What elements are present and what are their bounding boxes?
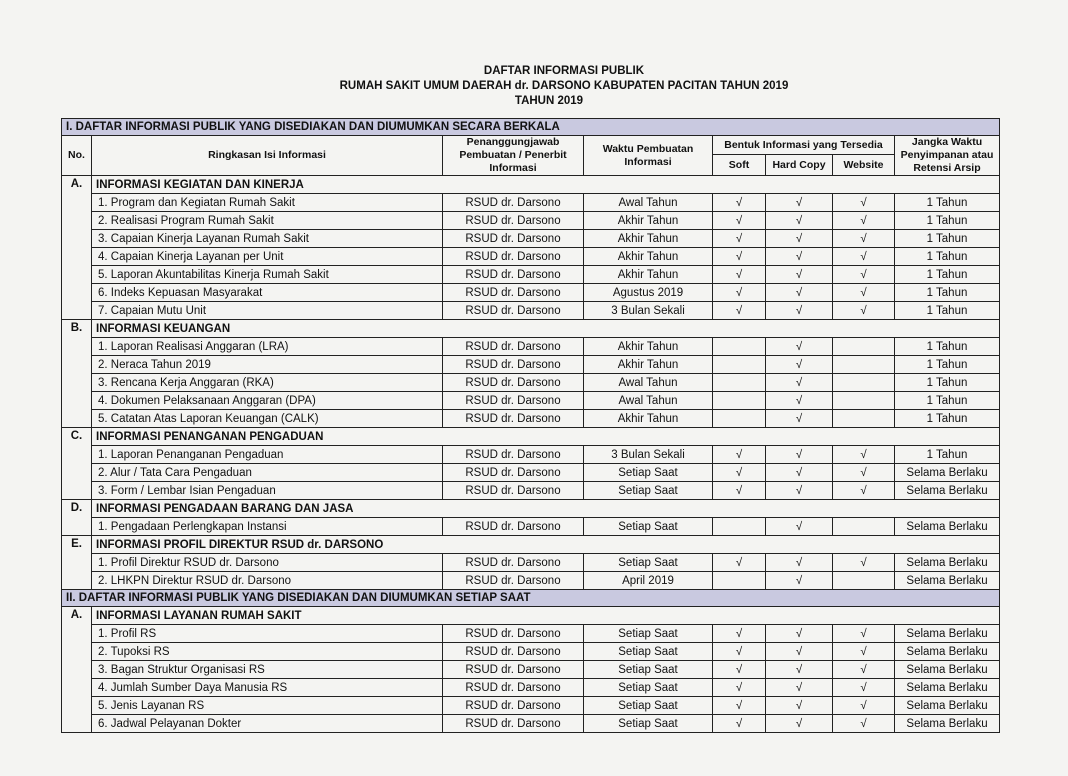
item-description: 3. Form / Lembar Isian Pengaduan [92, 482, 443, 500]
creation-time: Akhir Tahun [584, 356, 713, 374]
table-row [62, 679, 1000, 697]
table-row [62, 446, 1000, 464]
responsible-party: RSUD dr. Darsono [443, 392, 584, 410]
item-description: 6. Indeks Kepuasan Masyarakat [92, 284, 443, 302]
table-row [62, 284, 1000, 302]
retention-period: Selama Berlaku [895, 661, 1000, 679]
header-ringkasan: Ringkasan Isi Informasi [92, 136, 443, 176]
responsible-party: RSUD dr. Darsono [443, 446, 584, 464]
responsible-party: RSUD dr. Darsono [443, 464, 584, 482]
retention-period: Selama Berlaku [895, 518, 1000, 536]
section-title: I. DAFTAR INFORMASI PUBLIK YANG DISEDIAKAN DAN DIUMUMKAN SECARA BERKALA [62, 119, 1000, 136]
hard-copy-check: √ [766, 212, 833, 230]
website-check: √ [833, 464, 895, 482]
creation-time: Setiap Saat [584, 697, 713, 715]
soft-check: √ [713, 248, 766, 266]
retention-period: 1 Tahun [895, 302, 1000, 320]
responsible-party: RSUD dr. Darsono [443, 518, 584, 536]
website-check: √ [833, 194, 895, 212]
website-check: √ [833, 446, 895, 464]
retention-period: 1 Tahun [895, 338, 1000, 356]
hard-copy-check: √ [766, 572, 833, 590]
table-row [62, 194, 1000, 212]
item-description: 1. Laporan Realisasi Anggaran (LRA) [92, 338, 443, 356]
creation-time: Setiap Saat [584, 643, 713, 661]
item-description: 4. Jumlah Sumber Daya Manusia RS [92, 679, 443, 697]
responsible-party: RSUD dr. Darsono [443, 410, 584, 428]
item-description: 1. Laporan Penanganan Pengaduan [92, 446, 443, 464]
responsible-party: RSUD dr. Darsono [443, 266, 584, 284]
item-description: 2. Neraca Tahun 2019 [92, 356, 443, 374]
soft-check: √ [713, 679, 766, 697]
item-description: 2. LHKPN Direktur RSUD dr. Darsono [92, 572, 443, 590]
column-header-row [62, 136, 1000, 155]
table-row [62, 643, 1000, 661]
group-header-row [62, 500, 1000, 518]
item-description: 1. Profil Direktur RSUD dr. Darsono [92, 554, 443, 572]
website-check: √ [833, 266, 895, 284]
retention-period: 1 Tahun [895, 194, 1000, 212]
hard-copy-check: √ [766, 356, 833, 374]
hard-copy-check: √ [766, 392, 833, 410]
retention-period: 1 Tahun [895, 356, 1000, 374]
responsible-party: RSUD dr. Darsono [443, 697, 584, 715]
table-row [62, 374, 1000, 392]
responsible-party: RSUD dr. Darsono [443, 572, 584, 590]
responsible-party: RSUD dr. Darsono [443, 338, 584, 356]
soft-check: √ [713, 266, 766, 284]
responsible-party: RSUD dr. Darsono [443, 302, 584, 320]
soft-check: √ [713, 482, 766, 500]
title-line-2: RUMAH SAKIT UMUM DAERAH dr. DARSONO KABUPATEN PACITAN TAHUN 2019 [339, 80, 789, 92]
information-table [61, 118, 1000, 733]
soft-check: √ [713, 661, 766, 679]
website-check: √ [833, 679, 895, 697]
group-code: C. [62, 428, 92, 500]
responsible-party: RSUD dr. Darsono [443, 248, 584, 266]
table-row [62, 661, 1000, 679]
soft-check: √ [713, 643, 766, 661]
responsible-party: RSUD dr. Darsono [443, 374, 584, 392]
retention-period: 1 Tahun [895, 248, 1000, 266]
website-check [833, 572, 895, 590]
creation-time: Akhir Tahun [584, 212, 713, 230]
responsible-party: RSUD dr. Darsono [443, 679, 584, 697]
retention-period: Selama Berlaku [895, 697, 1000, 715]
hard-copy-check: √ [766, 482, 833, 500]
responsible-party: RSUD dr. Darsono [443, 625, 584, 643]
soft-check: √ [713, 464, 766, 482]
creation-time: April 2019 [584, 572, 713, 590]
title-line-1: DAFTAR INFORMASI PUBLIK [483, 65, 645, 77]
table-row [62, 302, 1000, 320]
hard-copy-check: √ [766, 446, 833, 464]
table-row [62, 212, 1000, 230]
website-check: √ [833, 661, 895, 679]
group-title: INFORMASI PENANGANAN PENGADUAN [92, 428, 1000, 446]
hard-copy-check: √ [766, 266, 833, 284]
header-website: Website [833, 155, 895, 176]
header-jangka: Jangka Waktu Penyimpanan atau Retensi Arsip [895, 136, 1000, 176]
soft-check [713, 338, 766, 356]
group-header-row [62, 176, 1000, 194]
soft-check [713, 572, 766, 590]
item-description: 5. Laporan Akuntabilitas Kinerja Rumah Sakit [92, 266, 443, 284]
table-row [62, 356, 1000, 374]
responsible-party: RSUD dr. Darsono [443, 356, 584, 374]
retention-period: 1 Tahun [895, 446, 1000, 464]
website-check [833, 410, 895, 428]
website-check: √ [833, 482, 895, 500]
retention-period: 1 Tahun [895, 212, 1000, 230]
creation-time: Setiap Saat [584, 464, 713, 482]
responsible-party: RSUD dr. Darsono [443, 212, 584, 230]
responsible-party: RSUD dr. Darsono [443, 661, 584, 679]
item-description: 1. Pengadaan Perlengkapan Instansi [92, 518, 443, 536]
website-check [833, 338, 895, 356]
website-check: √ [833, 625, 895, 643]
document-title [0, 64, 1068, 109]
group-code: B. [62, 320, 92, 428]
website-check: √ [833, 284, 895, 302]
group-header-row [62, 536, 1000, 554]
creation-time: Akhir Tahun [584, 248, 713, 266]
hard-copy-check: √ [766, 715, 833, 733]
retention-period: 1 Tahun [895, 374, 1000, 392]
hard-copy-check: √ [766, 643, 833, 661]
retention-period: Selama Berlaku [895, 464, 1000, 482]
website-check: √ [833, 230, 895, 248]
header-hard-copy: Hard Copy [766, 155, 833, 176]
retention-period: 1 Tahun [895, 410, 1000, 428]
table-row [62, 338, 1000, 356]
creation-time: 3 Bulan Sekali [584, 302, 713, 320]
hard-copy-check: √ [766, 284, 833, 302]
soft-check: √ [713, 697, 766, 715]
group-code: A. [62, 607, 92, 733]
table-row [62, 410, 1000, 428]
soft-check [713, 518, 766, 536]
responsible-party: RSUD dr. Darsono [443, 643, 584, 661]
soft-check: √ [713, 715, 766, 733]
table-row [62, 392, 1000, 410]
retention-period: 1 Tahun [895, 266, 1000, 284]
retention-period: Selama Berlaku [895, 643, 1000, 661]
responsible-party: RSUD dr. Darsono [443, 284, 584, 302]
soft-check: √ [713, 446, 766, 464]
group-code: A. [62, 176, 92, 320]
hard-copy-check: √ [766, 410, 833, 428]
retention-period: Selama Berlaku [895, 625, 1000, 643]
group-title: INFORMASI LAYANAN RUMAH SAKIT [92, 607, 1000, 625]
creation-time: Setiap Saat [584, 715, 713, 733]
retention-period: Selama Berlaku [895, 715, 1000, 733]
hard-copy-check: √ [766, 464, 833, 482]
hard-copy-check: √ [766, 697, 833, 715]
item-description: 6. Jadwal Pelayanan Dokter [92, 715, 443, 733]
table-row [62, 518, 1000, 536]
group-title: INFORMASI PENGADAAN BARANG DAN JASA [92, 500, 1000, 518]
item-description: 2. Realisasi Program Rumah Sakit [92, 212, 443, 230]
creation-time: Akhir Tahun [584, 338, 713, 356]
header-soft: Soft [713, 155, 766, 176]
website-check [833, 518, 895, 536]
table-row [62, 697, 1000, 715]
responsible-party: RSUD dr. Darsono [443, 554, 584, 572]
retention-period: Selama Berlaku [895, 554, 1000, 572]
website-check: √ [833, 248, 895, 266]
retention-period: 1 Tahun [895, 230, 1000, 248]
item-description: 7. Capaian Mutu Unit [92, 302, 443, 320]
item-description: 5. Catatan Atas Laporan Keuangan (CALK) [92, 410, 443, 428]
website-check: √ [833, 212, 895, 230]
website-check [833, 356, 895, 374]
header-no: No. [62, 136, 92, 176]
creation-time: Awal Tahun [584, 374, 713, 392]
soft-check: √ [713, 625, 766, 643]
hard-copy-check: √ [766, 338, 833, 356]
creation-time: Setiap Saat [584, 554, 713, 572]
creation-time: Awal Tahun [584, 194, 713, 212]
item-description: 3. Capaian Kinerja Layanan Rumah Sakit [92, 230, 443, 248]
website-check [833, 374, 895, 392]
item-description: 4. Capaian Kinerja Layanan per Unit [92, 248, 443, 266]
hard-copy-check: √ [766, 248, 833, 266]
group-code: D. [62, 500, 92, 536]
creation-time: Agustus 2019 [584, 284, 713, 302]
table-row [62, 230, 1000, 248]
soft-check [713, 392, 766, 410]
table-row [62, 482, 1000, 500]
table-row [62, 572, 1000, 590]
group-header-row [62, 320, 1000, 338]
title-line-3: TAHUN 2019 [514, 95, 584, 107]
header-bentuk: Bentuk Informasi yang Tersedia [713, 136, 895, 155]
table-row [62, 715, 1000, 733]
item-description: 3. Rencana Kerja Anggaran (RKA) [92, 374, 443, 392]
creation-time: Akhir Tahun [584, 266, 713, 284]
website-check [833, 392, 895, 410]
table-row [62, 464, 1000, 482]
item-description: 3. Bagan Struktur Organisasi RS [92, 661, 443, 679]
creation-time: Akhir Tahun [584, 230, 713, 248]
website-check: √ [833, 715, 895, 733]
responsible-party: RSUD dr. Darsono [443, 715, 584, 733]
item-description: 4. Dokumen Pelaksanaan Anggaran (DPA) [92, 392, 443, 410]
website-check: √ [833, 302, 895, 320]
hard-copy-check: √ [766, 679, 833, 697]
group-title: INFORMASI KEUANGAN [92, 320, 1000, 338]
retention-period: Selama Berlaku [895, 482, 1000, 500]
creation-time: Setiap Saat [584, 661, 713, 679]
hard-copy-check: √ [766, 374, 833, 392]
header-waktu: Waktu Pembuatan Informasi [584, 136, 713, 176]
item-description: 2. Alur / Tata Cara Pengaduan [92, 464, 443, 482]
group-title: INFORMASI KEGIATAN DAN KINERJA [92, 176, 1000, 194]
table-row [62, 266, 1000, 284]
item-description: 2. Tupoksi RS [92, 643, 443, 661]
responsible-party: RSUD dr. Darsono [443, 194, 584, 212]
creation-time: Setiap Saat [584, 625, 713, 643]
section-header-row [62, 590, 1000, 607]
table-row [62, 248, 1000, 266]
section-header-row [62, 119, 1000, 136]
hard-copy-check: √ [766, 625, 833, 643]
responsible-party: RSUD dr. Darsono [443, 230, 584, 248]
hard-copy-check: √ [766, 554, 833, 572]
soft-check: √ [713, 212, 766, 230]
hard-copy-check: √ [766, 194, 833, 212]
creation-time: Setiap Saat [584, 679, 713, 697]
hard-copy-check: √ [766, 302, 833, 320]
group-code: E. [62, 536, 92, 590]
soft-check: √ [713, 302, 766, 320]
website-check: √ [833, 697, 895, 715]
soft-check [713, 356, 766, 374]
soft-check [713, 374, 766, 392]
soft-check: √ [713, 554, 766, 572]
item-description: 1. Profil RS [92, 625, 443, 643]
retention-period: Selama Berlaku [895, 572, 1000, 590]
group-title: INFORMASI PROFIL DIREKTUR RSUD dr. DARSONO [92, 536, 1000, 554]
retention-period: Selama Berlaku [895, 679, 1000, 697]
section-title: II. DAFTAR INFORMASI PUBLIK YANG DISEDIAKAN DAN DIUMUMKAN SETIAP SAAT [62, 590, 1000, 607]
item-description: 5. Jenis Layanan RS [92, 697, 443, 715]
soft-check: √ [713, 194, 766, 212]
creation-time: Setiap Saat [584, 482, 713, 500]
creation-time: 3 Bulan Sekali [584, 446, 713, 464]
table-row [62, 554, 1000, 572]
hard-copy-check: √ [766, 230, 833, 248]
soft-check: √ [713, 230, 766, 248]
table-row [62, 625, 1000, 643]
item-description: 1. Program dan Kegiatan Rumah Sakit [92, 194, 443, 212]
website-check: √ [833, 554, 895, 572]
creation-time: Akhir Tahun [584, 410, 713, 428]
hard-copy-check: √ [766, 518, 833, 536]
creation-time: Awal Tahun [584, 392, 713, 410]
soft-check [713, 410, 766, 428]
header-penanggungjawab: Penanggungjawab Pembuatan / Penerbit Informasi [443, 136, 584, 176]
group-header-row [62, 428, 1000, 446]
hard-copy-check: √ [766, 661, 833, 679]
creation-time: Setiap Saat [584, 518, 713, 536]
responsible-party: RSUD dr. Darsono [443, 482, 584, 500]
website-check: √ [833, 643, 895, 661]
group-header-row [62, 607, 1000, 625]
retention-period: 1 Tahun [895, 392, 1000, 410]
soft-check: √ [713, 284, 766, 302]
retention-period: 1 Tahun [895, 284, 1000, 302]
